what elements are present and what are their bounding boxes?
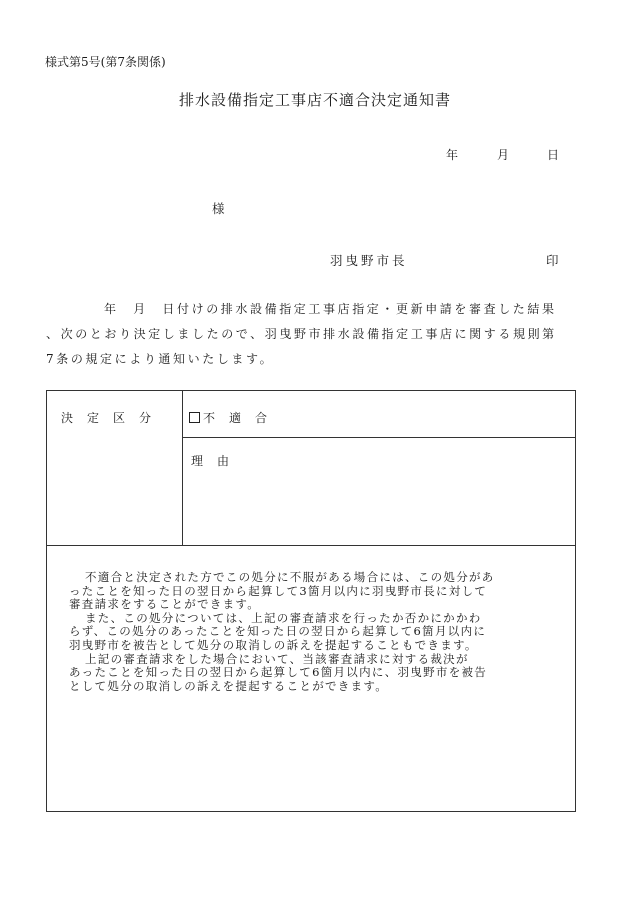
body-text	[46, 297, 582, 372]
decision-value	[189, 409, 281, 426]
decision-label: 決定区分	[61, 411, 166, 425]
date-month-label: 月	[497, 148, 510, 162]
seal-mark: 印	[546, 253, 559, 268]
table-divider-horizontal	[47, 545, 575, 546]
decision-table	[46, 390, 576, 812]
notice-line: 審査請求をすることができます。	[69, 597, 261, 612]
notice-line: あったことを知った日の翌日から起算して6箇月以内に、羽曳野市を被告	[69, 665, 488, 680]
body-line: 年 月 日付けの排水設備指定工事店指定・更新申請を審査した結果	[104, 302, 557, 316]
reason-label: 理由	[191, 454, 244, 468]
body-line: 、次のとおり決定しましたので、羽曳野市排水設備指定工事店に関する規則第	[46, 327, 557, 341]
table-divider-middle	[182, 437, 576, 438]
notice-line: ったことを知った日の翌日から起算して3箇月以内に羽曳野市長に対して	[69, 583, 488, 598]
form-number: 様式第5号(第7条関係)	[45, 55, 166, 69]
body-line: 7条の規定により通知いたします。	[46, 352, 275, 366]
document-title: 排水設備指定工事店不適合決定通知書	[178, 91, 451, 109]
notice-line: として処分の取消しの訴えを提起することができます。	[69, 678, 389, 693]
decision-value-text: 不適合	[203, 411, 282, 425]
date-day-label: 日	[547, 148, 560, 162]
table-divider-vertical	[182, 391, 183, 545]
issuer-name: 羽曳野市長	[330, 253, 408, 268]
notice-line: らず、この処分のあったことを知った日の翌日から起算して6箇月以内に	[69, 624, 487, 639]
date-year-label: 年	[446, 148, 459, 162]
notice-line: 不適合と決定された方でこの処分に不服がある場合には、この処分があ	[85, 570, 495, 584]
notice-line: 羽曳野市を被告として処分の取消しの訴えを提起することもできます。	[69, 637, 478, 652]
addressee-suffix: 様	[212, 201, 225, 216]
notice-line: 上記の審査請求をした場合において、当該審査請求に対する裁決が	[85, 651, 469, 666]
appeal-notice	[69, 571, 495, 693]
checkbox-icon	[189, 412, 200, 423]
notice-line: また、この処分については、上記の審査請求を行ったか否かにかかわ	[85, 610, 482, 625]
